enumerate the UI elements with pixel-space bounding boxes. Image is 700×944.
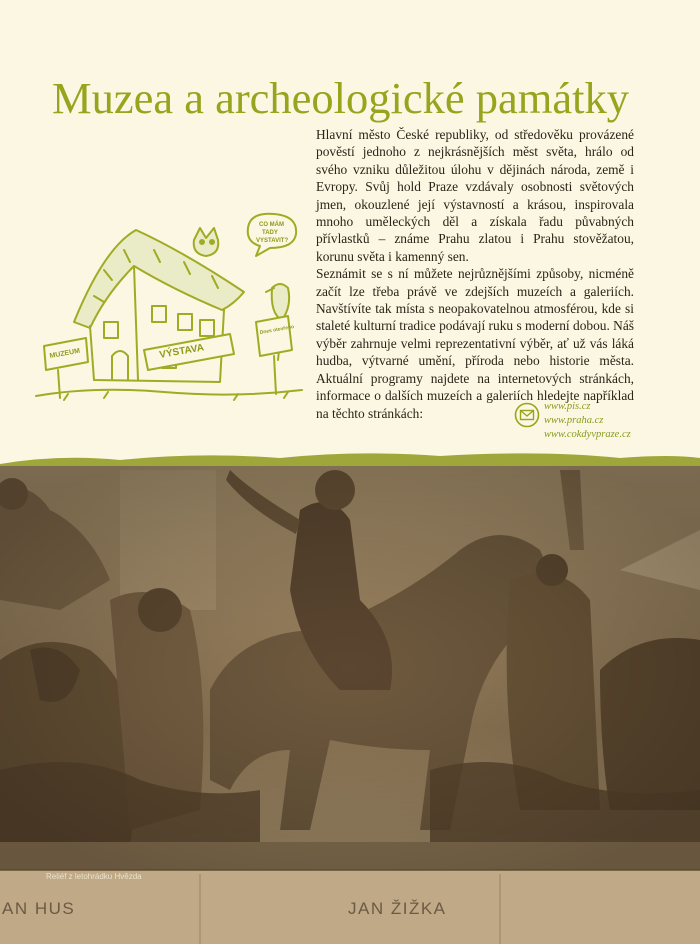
link-pis[interactable]: www.pis.cz: [544, 401, 591, 412]
sign-open-today: Dnes otevřeno: [259, 324, 295, 336]
banner-exhibition: VÝSTAVA: [158, 342, 205, 361]
link-cokdyvpraze[interactable]: www.cokdyvpraze.cz: [544, 429, 631, 440]
speech-line-1: CO MÁM: [259, 222, 284, 228]
article-body: [316, 126, 634, 422]
speech-line-3: VYSTAVIT?: [256, 238, 289, 244]
web-links-block: [514, 400, 664, 450]
photo-credit: Reliéf z letohrádku Hvězda: [46, 872, 142, 881]
link-praha[interactable]: www.praha.cz: [544, 415, 604, 426]
stone-relief-photo: [0, 450, 700, 944]
inscription-left: AN HUS: [2, 899, 76, 918]
page-title: Muzea a archeologické památky: [52, 73, 629, 123]
sign-museum: MUZEUM: [49, 347, 81, 360]
web-links: [544, 400, 631, 442]
article-paragraph-1: Hlavní město České republiky, od středověku provázené pověstí jednoho z nejkrásnějších měst světa, hrálo od svého vzniku důležitou úlohu v dějinách národa, země i Evropy. Svůj hold Praze vzdávaly osobnosti světových jmen, okouzlené její výstavností a krásou, inspirovala mnoho uměleckých děl a získala řadu půvabných přívlastků – známe Prahu zlatou i Prahu stověžatou, korunu světa i kamenný sen.: [316, 127, 634, 264]
inscription-right: JAN ŽIŽKA: [348, 899, 447, 918]
envelope-icon: [514, 402, 540, 428]
article-paragraph-2: Seznámit se s ní můžete nejrůznějšími způsoby, nicméně začít lze třeba právě ve zdejších muzeích a galeriích. Navštívíte tak místa s neopakovatelnou atmosférou, kde si staleté kulturní tradice podávají ruku s moderní dobou. Náš výběr zahrnuje velmi reprezentativní výběr, ať už vás láká hudba, výtvarné umění, příroda nebo historie města. Aktuální programy najdete na internetových stránkách, informace o dalších muzeích a galeriích hledejte například na těchto stránkách:: [316, 266, 634, 421]
museum-house-illustration: [34, 210, 306, 410]
speech-line-2: TADY: [262, 230, 278, 236]
